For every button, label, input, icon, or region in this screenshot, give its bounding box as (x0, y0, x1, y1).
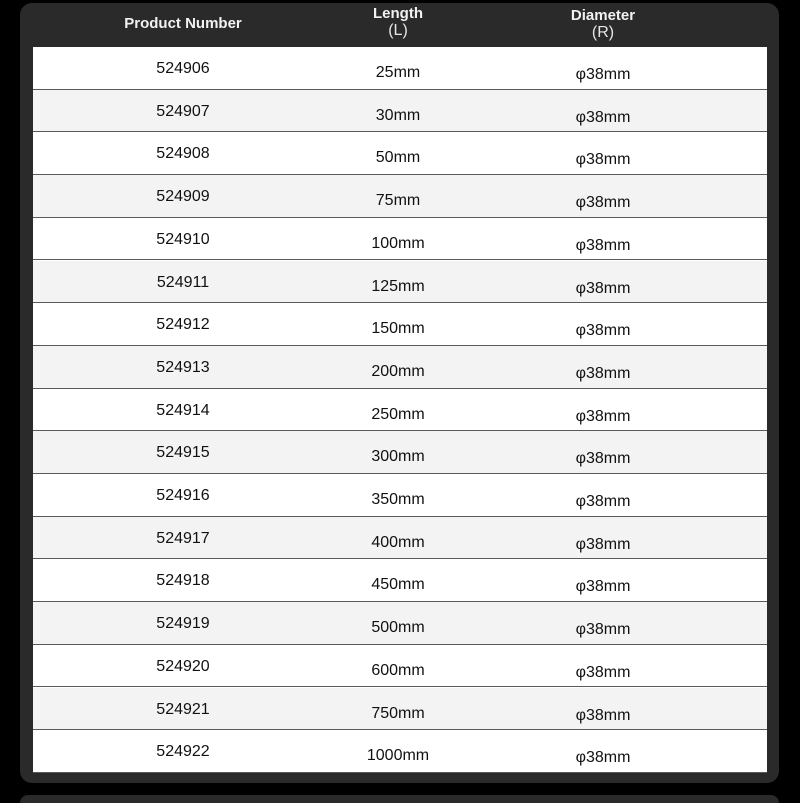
cell-length: 350mm (371, 491, 425, 508)
cell-diameter: φ38mm (575, 194, 631, 212)
cell-length: 50mm (375, 149, 421, 167)
cell-diameter: φ38mm (575, 108, 631, 126)
cell-product-number: 524908 (156, 145, 210, 163)
cell-length: 125mm (371, 277, 425, 295)
cell-length: 100mm (371, 234, 425, 252)
cell-product-number: 524920 (156, 657, 210, 675)
table-row (33, 517, 767, 560)
cell-diameter: φ38mm (575, 621, 631, 639)
table-row (33, 389, 767, 432)
table-row (33, 132, 767, 175)
header-diameter-sub: (R) (591, 24, 615, 41)
header-diameter-label: Diameter (570, 7, 636, 24)
cell-product-number: 524917 (156, 529, 210, 547)
cell-product-number: 524918 (156, 572, 210, 590)
cell-diameter: φ38mm (575, 749, 631, 767)
cell-diameter: φ38mm (575, 407, 631, 425)
cell-length: 75mm (375, 192, 421, 210)
cell-length: 25mm (375, 64, 421, 81)
table-row (33, 431, 767, 474)
cell-product-number: 524911 (156, 273, 210, 291)
cell-product-number: 524910 (156, 230, 210, 248)
cell-product-number: 524907 (156, 102, 210, 120)
next-panel-edge (20, 795, 779, 803)
cell-length: 30mm (375, 106, 421, 124)
cell-diameter: φ38mm (575, 364, 631, 382)
cell-diameter: φ38mm (575, 236, 631, 254)
cell-product-number: 524914 (156, 401, 210, 419)
cell-length: 1000mm (366, 747, 430, 765)
table-row (33, 474, 767, 517)
cell-diameter: φ38mm (575, 706, 631, 724)
cell-product-number: 524921 (156, 700, 210, 718)
table-row (33, 559, 767, 602)
table-row (33, 602, 767, 645)
cell-product-number: 524915 (156, 444, 210, 462)
cell-length: 200mm (371, 362, 425, 380)
table-row (33, 303, 767, 346)
cell-diameter: φ38mm (575, 322, 631, 340)
cell-length: 450mm (371, 576, 425, 594)
table-body (33, 47, 767, 773)
cell-length: 600mm (371, 661, 425, 679)
cell-product-number: 524909 (156, 188, 210, 206)
cell-diameter: φ38mm (575, 279, 631, 297)
cell-diameter: φ38mm (575, 450, 631, 468)
table-row (33, 90, 767, 133)
table-row (33, 688, 767, 731)
cell-product-number: 524922 (156, 743, 210, 761)
header-diameter (498, 7, 708, 51)
cell-product-number: 524916 (156, 487, 210, 504)
cell-product-number: 524912 (156, 316, 210, 334)
cell-diameter: φ38mm (575, 535, 631, 553)
header-product-number-label: Product Number (124, 15, 242, 32)
table-row (33, 645, 767, 688)
header-length-label: Length (373, 5, 423, 22)
cell-product-number: 524919 (156, 615, 210, 633)
cell-product-number: 524913 (156, 358, 210, 376)
table-row (33, 175, 767, 218)
cell-product-number: 524906 (156, 60, 210, 77)
cell-length: 150mm (371, 320, 425, 338)
cell-diameter: φ38mm (575, 578, 631, 596)
table-row (33, 218, 767, 261)
header-length (293, 5, 503, 49)
table-header (33, 3, 767, 47)
cell-length: 250mm (371, 405, 425, 423)
table-row (33, 730, 767, 773)
table-row (33, 261, 767, 304)
cell-diameter: φ38mm (575, 663, 631, 681)
header-length-sub: (L) (388, 22, 408, 39)
cell-length: 400mm (371, 533, 425, 551)
cell-length: 500mm (371, 619, 425, 637)
cell-diameter: φ38mm (575, 151, 631, 169)
cell-diameter: φ38mm (575, 493, 631, 510)
table-row (33, 47, 767, 90)
cell-diameter: φ38mm (575, 66, 631, 83)
table-row (33, 346, 767, 389)
cell-length: 300mm (371, 448, 425, 466)
cell-length: 750mm (371, 704, 425, 722)
spec-table-frame (20, 3, 779, 783)
